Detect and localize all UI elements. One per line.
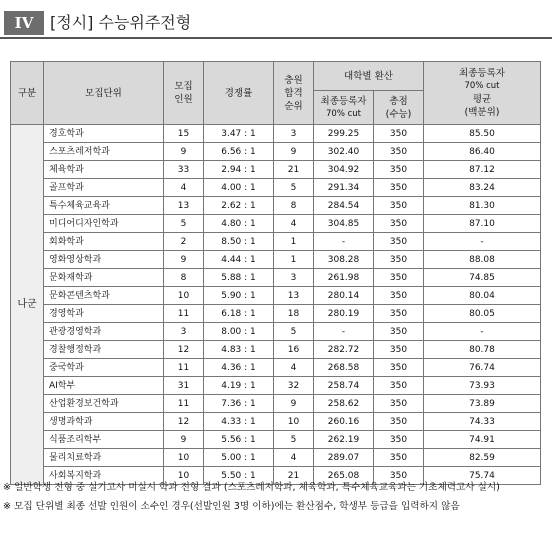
- total-cell: 350: [374, 341, 424, 359]
- footnote: ※ 일반학생 전형 중 실기고사 미실시 학과 전형 결과 (스포츠레저학과, 체육학과, 특수체육교육과는 기초체력고사 실시): [3, 482, 500, 493]
- dept-cell: 특수체육교육과: [44, 197, 164, 215]
- ratio-cell: 5.56 : 1: [204, 431, 274, 449]
- rank-cell: 5: [274, 179, 314, 197]
- avg-cell: 80.05: [424, 305, 541, 323]
- footnote: ※ 모집 단위별 최종 선발 인원이 소수인 경우(선발인원 3명 이하)에는 환산점수, 학생부 등급을 입력하지 않음: [3, 501, 460, 512]
- table-row: [11, 287, 541, 305]
- rank-cell: 8: [274, 197, 314, 215]
- score-cell: 282.72: [314, 341, 374, 359]
- section-numeral-badge: IV: [4, 11, 44, 35]
- dept-cell: 영화영상학과: [44, 251, 164, 269]
- rank-cell: 5: [274, 323, 314, 341]
- avg-cell: 73.93: [424, 377, 541, 395]
- header-final-70cut: 최종등록자 70% cut 평균 (백분위): [424, 62, 541, 125]
- ratio-cell: 8.50 : 1: [204, 233, 274, 251]
- rank-cell: 1: [274, 251, 314, 269]
- ratio-cell: 7.36 : 1: [204, 395, 274, 413]
- quota-cell: 10: [164, 449, 204, 467]
- quota-cell: 10: [164, 287, 204, 305]
- score-cell: 262.19: [314, 431, 374, 449]
- total-cell: 350: [374, 161, 424, 179]
- total-cell: 350: [374, 233, 424, 251]
- quota-cell: 4: [164, 179, 204, 197]
- total-cell: 350: [374, 449, 424, 467]
- rank-cell: 3: [274, 269, 314, 287]
- avg-cell: 80.04: [424, 287, 541, 305]
- dept-cell: 생명과학과: [44, 413, 164, 431]
- rank-cell: 18: [274, 305, 314, 323]
- dept-cell: 사회복지학과: [44, 467, 164, 485]
- quota-cell: 12: [164, 341, 204, 359]
- ratio-cell: 5.88 : 1: [204, 269, 274, 287]
- total-cell: 350: [374, 431, 424, 449]
- avg-cell: 82.59: [424, 449, 541, 467]
- score-cell: 304.92: [314, 161, 374, 179]
- rank-cell: 21: [274, 467, 314, 485]
- avg-cell: 73.89: [424, 395, 541, 413]
- total-cell: 350: [374, 287, 424, 305]
- score-cell: 289.07: [314, 449, 374, 467]
- quota-cell: 2: [164, 233, 204, 251]
- table-body: [11, 125, 541, 485]
- score-cell: 258.74: [314, 377, 374, 395]
- ratio-cell: 4.36 : 1: [204, 359, 274, 377]
- score-cell: 299.25: [314, 125, 374, 143]
- header-region: 구분: [11, 62, 44, 125]
- dept-cell: 경찰행정학과: [44, 341, 164, 359]
- avg-cell: 87.10: [424, 215, 541, 233]
- rank-cell: 4: [274, 215, 314, 233]
- total-cell: 350: [374, 179, 424, 197]
- total-cell: 350: [374, 413, 424, 431]
- header-dept: 모집단위: [44, 62, 164, 125]
- score-cell: 280.14: [314, 287, 374, 305]
- table-row: [11, 269, 541, 287]
- dept-cell: 골프학과: [44, 179, 164, 197]
- header-rank: 충원 합격 순위: [274, 62, 314, 125]
- ratio-cell: 2.62 : 1: [204, 197, 274, 215]
- quota-cell: 11: [164, 395, 204, 413]
- total-cell: 350: [374, 377, 424, 395]
- quota-cell: 9: [164, 431, 204, 449]
- avg-cell: 86.40: [424, 143, 541, 161]
- ratio-cell: 4.44 : 1: [204, 251, 274, 269]
- quota-cell: 13: [164, 197, 204, 215]
- score-cell: 302.40: [314, 143, 374, 161]
- avg-cell: 80.78: [424, 341, 541, 359]
- dept-cell: 미디어디자인학과: [44, 215, 164, 233]
- admission-results-table: [10, 61, 541, 485]
- score-cell: -: [314, 323, 374, 341]
- quota-cell: 15: [164, 125, 204, 143]
- quota-cell: 33: [164, 161, 204, 179]
- ratio-cell: 6.18 : 1: [204, 305, 274, 323]
- rank-cell: 32: [274, 377, 314, 395]
- dept-cell: 회화학과: [44, 233, 164, 251]
- ratio-cell: 4.83 : 1: [204, 341, 274, 359]
- quota-cell: 11: [164, 305, 204, 323]
- dept-cell: 물리치료학과: [44, 449, 164, 467]
- region-cell: 나군: [11, 125, 44, 485]
- quota-cell: 10: [164, 467, 204, 485]
- avg-cell: 88.08: [424, 251, 541, 269]
- rank-cell: 10: [274, 413, 314, 431]
- dept-cell: 산업환경보건학과: [44, 395, 164, 413]
- avg-cell: 83.24: [424, 179, 541, 197]
- header-univ-final: 최종등록자 70% cut: [314, 91, 374, 125]
- ratio-cell: 6.56 : 1: [204, 143, 274, 161]
- dept-cell: 문화콘텐츠학과: [44, 287, 164, 305]
- avg-cell: 76.74: [424, 359, 541, 377]
- rank-cell: 4: [274, 449, 314, 467]
- avg-cell: -: [424, 323, 541, 341]
- avg-cell: -: [424, 233, 541, 251]
- total-cell: 350: [374, 395, 424, 413]
- total-cell: 350: [374, 359, 424, 377]
- quota-cell: 12: [164, 413, 204, 431]
- quota-cell: 11: [164, 359, 204, 377]
- total-cell: 350: [374, 269, 424, 287]
- dept-cell: 관광경영학과: [44, 323, 164, 341]
- dept-cell: 문화재학과: [44, 269, 164, 287]
- table-row: [11, 197, 541, 215]
- section-header: [0, 0, 552, 44]
- score-cell: 280.19: [314, 305, 374, 323]
- rank-cell: 5: [274, 431, 314, 449]
- score-cell: 308.28: [314, 251, 374, 269]
- table-row: [11, 143, 541, 161]
- header-univ-total: 총점 (수능): [374, 91, 424, 125]
- ratio-cell: 3.47 : 1: [204, 125, 274, 143]
- table-row: [11, 179, 541, 197]
- total-cell: 350: [374, 125, 424, 143]
- ratio-cell: 2.94 : 1: [204, 161, 274, 179]
- rank-cell: 9: [274, 143, 314, 161]
- quota-cell: 8: [164, 269, 204, 287]
- dept-cell: 경호학과: [44, 125, 164, 143]
- total-cell: 350: [374, 323, 424, 341]
- score-cell: 261.98: [314, 269, 374, 287]
- avg-cell: 75.74: [424, 467, 541, 485]
- header-quota: 모집 인원: [164, 62, 204, 125]
- table-row: [11, 449, 541, 467]
- ratio-cell: 5.90 : 1: [204, 287, 274, 305]
- score-cell: 268.58: [314, 359, 374, 377]
- quota-cell: 9: [164, 143, 204, 161]
- total-cell: 350: [374, 143, 424, 161]
- dept-cell: 체육학과: [44, 161, 164, 179]
- table-row: [11, 395, 541, 413]
- total-cell: 350: [374, 197, 424, 215]
- quota-cell: 9: [164, 251, 204, 269]
- total-cell: 350: [374, 467, 424, 485]
- quota-cell: 5: [164, 215, 204, 233]
- rank-cell: 13: [274, 287, 314, 305]
- table-row: [11, 323, 541, 341]
- table-row: [11, 233, 541, 251]
- dept-cell: 중국학과: [44, 359, 164, 377]
- table-row: [11, 215, 541, 233]
- table-row: [11, 125, 541, 143]
- ratio-cell: 4.00 : 1: [204, 179, 274, 197]
- total-cell: 350: [374, 215, 424, 233]
- total-cell: 350: [374, 305, 424, 323]
- rank-cell: 16: [274, 341, 314, 359]
- score-cell: 265.08: [314, 467, 374, 485]
- avg-cell: 87.12: [424, 161, 541, 179]
- rank-cell: 4: [274, 359, 314, 377]
- rank-cell: 1: [274, 233, 314, 251]
- table-row: [11, 251, 541, 269]
- header-ratio: 경쟁률: [204, 62, 274, 125]
- header-divider: [0, 37, 552, 39]
- table-row: [11, 359, 541, 377]
- table-row: [11, 305, 541, 323]
- quota-cell: 31: [164, 377, 204, 395]
- table-row: [11, 341, 541, 359]
- avg-cell: 74.91: [424, 431, 541, 449]
- avg-cell: 85.50: [424, 125, 541, 143]
- table-row: [11, 413, 541, 431]
- ratio-cell: 4.33 : 1: [204, 413, 274, 431]
- quota-cell: 3: [164, 323, 204, 341]
- header-univ-conversion: 대학별 환산: [314, 62, 424, 91]
- footnotes: [3, 478, 500, 516]
- score-cell: 258.62: [314, 395, 374, 413]
- rank-cell: 9: [274, 395, 314, 413]
- score-cell: 284.54: [314, 197, 374, 215]
- avg-cell: 81.30: [424, 197, 541, 215]
- score-cell: 291.34: [314, 179, 374, 197]
- dept-cell: 스포츠레저학과: [44, 143, 164, 161]
- ratio-cell: 8.00 : 1: [204, 323, 274, 341]
- rank-cell: 3: [274, 125, 314, 143]
- avg-cell: 74.85: [424, 269, 541, 287]
- table-row: [11, 161, 541, 179]
- avg-cell: 74.33: [424, 413, 541, 431]
- ratio-cell: 4.19 : 1: [204, 377, 274, 395]
- table-row: [11, 431, 541, 449]
- score-cell: 260.16: [314, 413, 374, 431]
- dept-cell: 식품조리학부: [44, 431, 164, 449]
- dept-cell: AI학부: [44, 377, 164, 395]
- section-title: [정시] 수능위주전형: [50, 13, 192, 32]
- total-cell: 350: [374, 251, 424, 269]
- ratio-cell: 5.50 : 1: [204, 467, 274, 485]
- dept-cell: 경영학과: [44, 305, 164, 323]
- score-cell: 304.85: [314, 215, 374, 233]
- table-row: [11, 377, 541, 395]
- ratio-cell: 5.00 : 1: [204, 449, 274, 467]
- ratio-cell: 4.80 : 1: [204, 215, 274, 233]
- score-cell: -: [314, 233, 374, 251]
- rank-cell: 21: [274, 161, 314, 179]
